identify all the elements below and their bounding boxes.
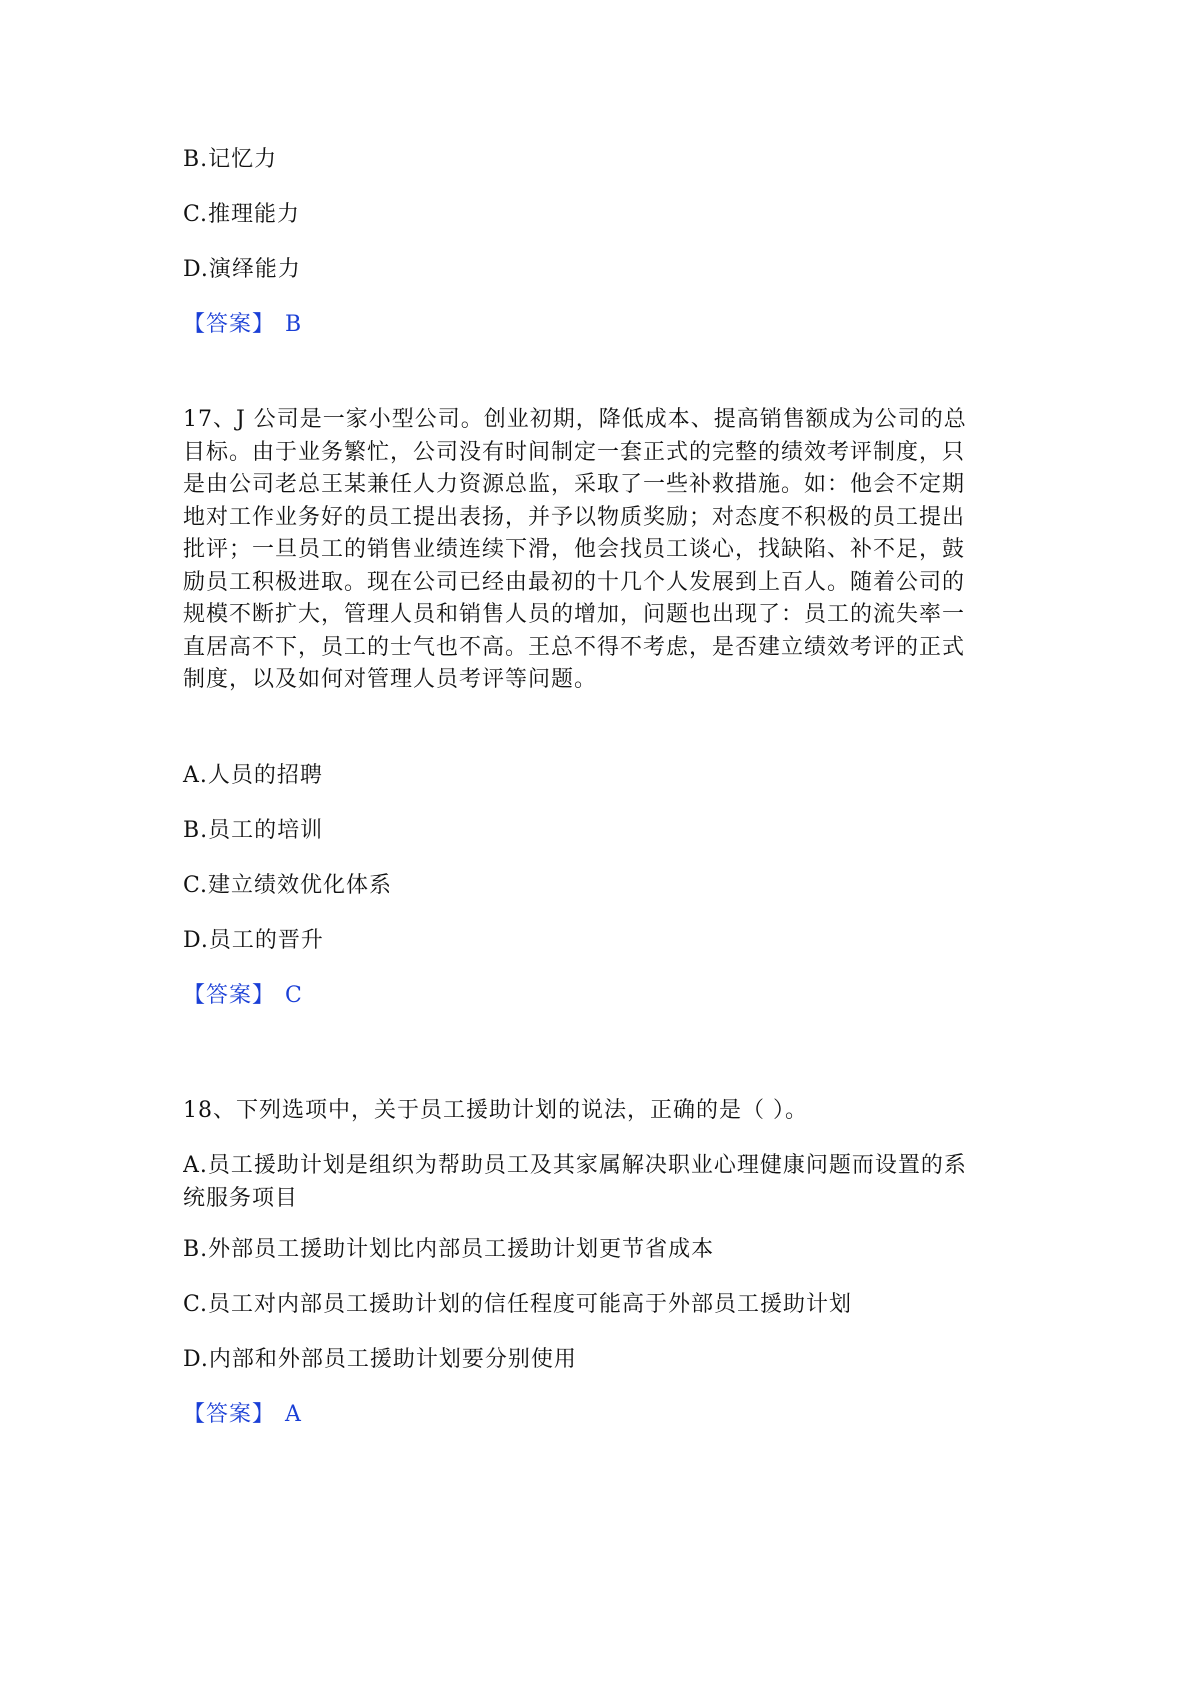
q17-stem-line: 直居高不下，员工的士气也不高。王总不得不考虑，是否建立绩效考评的正式 xyxy=(183,634,966,660)
q17-answer xyxy=(183,982,303,1010)
q18-option-d: D.内部和外部员工援助计划要分别使用 xyxy=(183,1347,577,1372)
q17-option-d: D.员工的晋升 xyxy=(183,928,324,953)
answer-letter: C xyxy=(285,983,303,1008)
q16-option-d: D.演绎能力 xyxy=(183,257,301,282)
answer-letter: B xyxy=(285,312,303,337)
q17-stem-line: 是由公司老总王某兼任人力资源总监，采取了一些补救措施。如：他会不定期 xyxy=(183,472,966,497)
q18-option-a-line: 统服务项目 xyxy=(183,1185,299,1211)
q17-option-a: A.人员的招聘 xyxy=(183,763,323,788)
q18-option-a xyxy=(183,1150,1003,1215)
q16-option-c: C.推理能力 xyxy=(183,202,301,227)
q18-stem: 18、下列选项中，关于员工援助计划的说法，正确的是（ ）。 xyxy=(183,1098,808,1123)
answer-tag: 【答案】 xyxy=(183,312,276,337)
q17-stem-line: 制度，以及如何对管理人员考评等问题。 xyxy=(183,667,598,692)
q17-stem-line: 目标。由于业务繁忙，公司没有时间制定一套正式的完整的绩效考评制度，只 xyxy=(183,439,966,465)
q17-stem-line: 地对工作业务好的员工提出表扬，并予以物质奖励；对态度不积极的员工提出 xyxy=(183,504,966,530)
q17-stem-line: 励员工积极进取。现在公司已经由最初的十几个人发展到上百人。随着公司的 xyxy=(183,569,966,595)
answer-letter: A xyxy=(285,1402,302,1427)
q18-option-b: B.外部员工援助计划比内部员工援助计划更节省成本 xyxy=(183,1237,715,1262)
q16-answer xyxy=(183,311,302,339)
q18-answer xyxy=(183,1401,302,1429)
answer-tag: 【答案】 xyxy=(183,983,276,1008)
q17-stem-line: 17、J 公司是一家小型公司。创业初期，降低成本、提高销售额成为公司的总 xyxy=(183,407,967,432)
q17-option-b: B.员工的培训 xyxy=(183,818,324,843)
q16-option-b: B.记忆力 xyxy=(183,147,278,172)
q18-option-c: C.员工对内部员工援助计划的信任程度可能高于外部员工援助计划 xyxy=(183,1292,853,1317)
q17-stem xyxy=(183,404,1003,697)
q17-option-c: C.建立绩效优化体系 xyxy=(183,873,393,898)
answer-tag: 【答案】 xyxy=(183,1402,276,1427)
q17-stem-line: 批评；一旦员工的销售业绩连续下滑，他会找员工谈心，找缺陷、补不足，鼓 xyxy=(183,537,966,562)
q18-option-a-line: A.员工援助计划是组织为帮助员工及其家属解决职业心理健康问题而设置的系 xyxy=(183,1153,967,1178)
q17-stem-line: 规模不断扩大，管理人员和销售人员的增加，问题也出现了：员工的流失率一 xyxy=(183,602,966,627)
